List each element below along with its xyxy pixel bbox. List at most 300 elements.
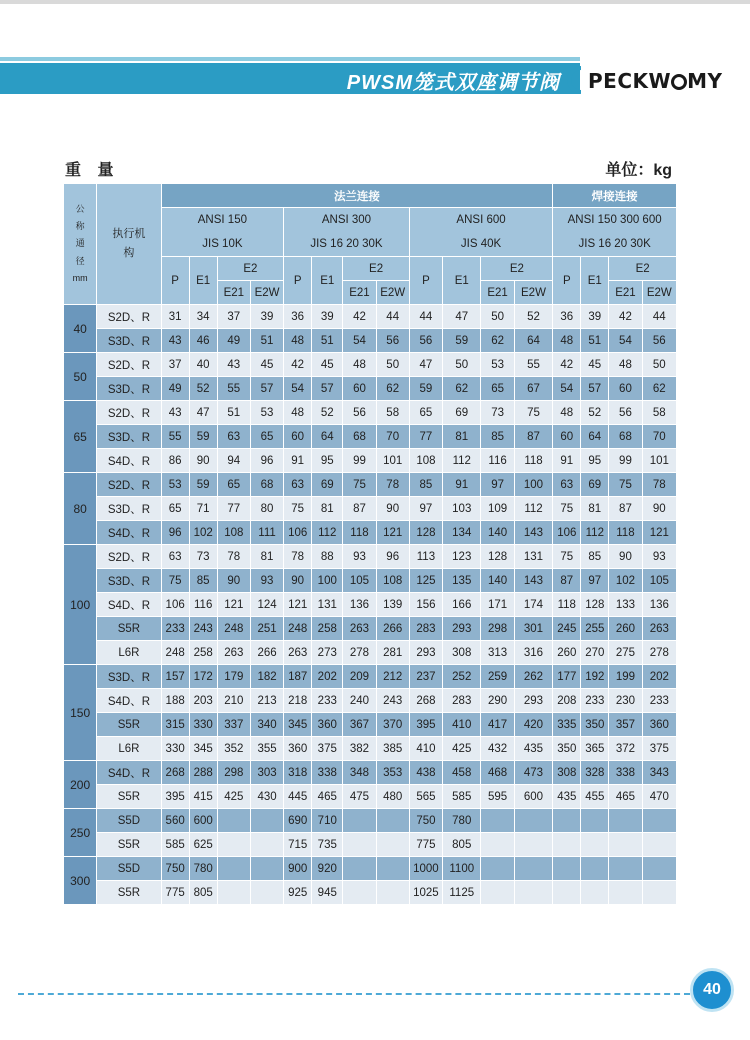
weight-cell: 209 [343,665,376,689]
table-body [64,305,677,905]
actuator-cell: S5R [97,713,161,737]
weight-cell: 77 [217,497,250,521]
nominal-diameter-cell: 200 [64,761,97,809]
col-e2w: E2W [514,281,553,305]
weight-cell: 95 [581,449,609,473]
weight-cell: 80 [250,497,283,521]
weight-cell: 59 [409,377,442,401]
nominal-diameter-cell: 65 [64,401,97,473]
col-e21: E21 [481,281,514,305]
weight-cell: 171 [481,593,514,617]
weight-cell: 87 [514,425,553,449]
weight-cell: 188 [161,689,189,713]
weight-cell: 63 [217,425,250,449]
weight-cell: 48 [553,401,581,425]
col-e2: E2 [217,257,283,281]
weight-cell: 385 [376,737,409,761]
weight-cell: 67 [514,377,553,401]
page-number: 40 [690,968,734,1012]
weight-cell [581,809,609,833]
weight-cell: 233 [642,689,676,713]
weight-cell [481,857,514,881]
weight-cell: 315 [161,713,189,737]
weight-cell: 199 [609,665,642,689]
weight-cell [217,881,250,905]
col-p: P [553,257,581,305]
weight-cell: 93 [250,569,283,593]
weight-cell: 268 [409,689,442,713]
weight-cell: 135 [443,569,481,593]
nominal-diameter-cell: 150 [64,665,97,761]
weight-cell: 48 [343,353,376,377]
weight-cell: 51 [250,329,283,353]
weight-cell: 335 [553,713,581,737]
weight-cell: 85 [409,473,442,497]
weight-cell: 78 [284,545,312,569]
unit-label: 单位：kg [605,162,672,179]
weight-cell: 59 [443,329,481,353]
weight-cell: 375 [312,737,343,761]
weight-cell: 71 [189,497,217,521]
table-row [64,809,677,833]
table-row [64,689,677,713]
weight-cell [376,833,409,857]
weight-cell: 70 [376,425,409,449]
weight-cell: 105 [343,569,376,593]
weight-cell: 318 [284,761,312,785]
col-e2: E2 [481,257,553,281]
weight-cell: 293 [514,689,553,713]
weight-cell: 102 [189,521,217,545]
actuator-cell: S5R [97,617,161,641]
weight-cell: 58 [376,401,409,425]
weight-table [63,183,677,905]
actuator-cell: S3D、R [97,497,161,521]
weight-cell: 78 [642,473,676,497]
weight-cell [514,881,553,905]
weight-cell: 108 [409,449,442,473]
weight-cell: 95 [312,449,343,473]
weight-cell: 243 [189,617,217,641]
weight-cell: 468 [481,761,514,785]
col-e21: E21 [609,281,642,305]
weight-cell: 48 [609,353,642,377]
weight-cell: 248 [161,641,189,665]
weight-cell: 65 [409,401,442,425]
weight-cell: 136 [343,593,376,617]
weight-cell: 85 [581,545,609,569]
weight-cell [581,881,609,905]
weight-cell: 63 [161,545,189,569]
weight-cell: 73 [189,545,217,569]
weight-cell: 735 [312,833,343,857]
weight-cell: 263 [284,641,312,665]
weight-cell: 248 [217,617,250,641]
weight-cell: 60 [284,425,312,449]
weight-cell: 39 [312,305,343,329]
weight-cell: 600 [514,785,553,809]
col-e2w: E2W [250,281,283,305]
page-title: PWSM笼式双座调节阀 [346,72,560,94]
weight-cell: 45 [581,353,609,377]
weight-cell: 316 [514,641,553,665]
weight-cell: 81 [250,545,283,569]
weight-cell: 420 [514,713,553,737]
weight-cell: 54 [343,329,376,353]
col-p: P [284,257,312,305]
actuator-cell: S3D、R [97,569,161,593]
weight-cell: 237 [409,665,442,689]
weight-cell: 174 [514,593,553,617]
weight-cell: 425 [443,737,481,761]
weight-cell: 283 [409,617,442,641]
weight-cell: 112 [514,497,553,521]
weight-cell: 255 [581,617,609,641]
weight-cell: 565 [409,785,442,809]
weight-cell: 81 [581,497,609,521]
weight-cell [642,857,676,881]
weight-cell: 36 [553,305,581,329]
weight-cell: 106 [284,521,312,545]
nominal-diameter-cell: 80 [64,473,97,545]
weight-cell: 34 [189,305,217,329]
weight-cell: 465 [312,785,343,809]
table-row [64,305,677,329]
weight-cell: 124 [250,593,283,617]
weight-cell: 275 [609,641,642,665]
weight-cell: 157 [161,665,189,689]
weight-cell: 105 [642,569,676,593]
weight-cell: 113 [409,545,442,569]
weight-cell: 112 [581,521,609,545]
weight-cell: 248 [284,617,312,641]
weight-cell: 1000 [409,857,442,881]
nominal-diameter-cell: 250 [64,809,97,857]
weight-cell: 128 [481,545,514,569]
weight-cell: 136 [642,593,676,617]
weight-cell: 139 [376,593,409,617]
weight-cell: 480 [376,785,409,809]
weight-cell: 49 [161,377,189,401]
weight-cell: 62 [376,377,409,401]
weight-cell: 65 [250,425,283,449]
weight-cell: 36 [284,305,312,329]
weight-cell: 445 [284,785,312,809]
table-row [64,641,677,665]
weight-cell [514,857,553,881]
weight-cell: 75 [553,497,581,521]
weight-cell: 470 [642,785,676,809]
weight-cell: 65 [217,473,250,497]
weight-cell: 69 [443,401,481,425]
weight-cell: 60 [553,425,581,449]
weight-cell [514,833,553,857]
table-row [64,617,677,641]
weight-cell [250,833,283,857]
welded-connection-header: 焊接连接 [553,184,677,208]
table-row [64,857,677,881]
weight-cell: 131 [514,545,553,569]
weight-cell: 192 [581,665,609,689]
table-row [64,521,677,545]
weight-cell: 88 [312,545,343,569]
col-e1: E1 [581,257,609,305]
weight-cell: 281 [376,641,409,665]
weight-cell: 143 [514,569,553,593]
weight-cell: 102 [609,569,642,593]
weight-cell: 367 [343,713,376,737]
weight-cell: 112 [443,449,481,473]
weight-cell: 78 [376,473,409,497]
weight-cell: 52 [312,401,343,425]
weight-cell: 59 [189,473,217,497]
nominal-diameter-cell: 40 [64,305,97,353]
weight-cell: 240 [343,689,376,713]
weight-cell: 410 [443,713,481,737]
weight-cell: 260 [553,641,581,665]
weight-cell [343,881,376,905]
weight-cell [609,857,642,881]
table-row [64,545,677,569]
weight-cell: 64 [514,329,553,353]
weight-cell [376,881,409,905]
weight-cell: 293 [409,641,442,665]
weight-cell: 585 [443,785,481,809]
weight-cell: 121 [642,521,676,545]
weight-cell: 345 [284,713,312,737]
actuator-cell: S2D、R [97,473,161,497]
weight-cell: 140 [481,569,514,593]
weight-cell: 51 [581,329,609,353]
weight-cell: 51 [217,401,250,425]
footer-divider [18,993,690,995]
weight-cell: 303 [250,761,283,785]
weight-cell: 288 [189,761,217,785]
weight-cell: 94 [217,449,250,473]
weight-cell: 1125 [443,881,481,905]
table-header [64,184,677,305]
col-e1: E1 [443,257,481,305]
weight-cell [553,809,581,833]
weight-cell: 53 [161,473,189,497]
weight-cell: 46 [189,329,217,353]
col-p: P [409,257,442,305]
table-row [64,425,677,449]
weight-cell: 945 [312,881,343,905]
col-e2w: E2W [376,281,409,305]
weight-cell: 69 [581,473,609,497]
table-row [64,353,677,377]
weight-cell: 53 [481,353,514,377]
weight-cell [553,881,581,905]
weight-cell: 690 [284,809,312,833]
weight-cell [481,881,514,905]
weight-cell [343,809,376,833]
weight-cell: 63 [284,473,312,497]
table-row [64,785,677,809]
weight-cell [553,833,581,857]
weight-cell: 370 [376,713,409,737]
weight-cell: 75 [343,473,376,497]
weight-cell: 48 [284,329,312,353]
weight-cell: 100 [514,473,553,497]
weight-cell: 263 [642,617,676,641]
table-row [64,737,677,761]
weight-cell: 108 [217,521,250,545]
weight-cell: 91 [553,449,581,473]
weight-cell: 233 [581,689,609,713]
weight-cell: 266 [376,617,409,641]
weight-cell [376,857,409,881]
table-row [64,449,677,473]
weight-cell: 365 [581,737,609,761]
table-row [64,329,677,353]
actuator-cell: S2D、R [97,401,161,425]
weight-cell: 77 [409,425,442,449]
weight-cell: 352 [217,737,250,761]
table-row [64,569,677,593]
weight-cell: 260 [609,617,642,641]
table-row [64,713,677,737]
weight-cell: 328 [581,761,609,785]
weight-cell: 42 [609,305,642,329]
actuator-cell: S2D、R [97,353,161,377]
weight-cell: 355 [250,737,283,761]
weight-cell: 43 [161,401,189,425]
weight-cell: 243 [376,689,409,713]
table-row [64,833,677,857]
weight-cell [481,809,514,833]
weight-cell [609,809,642,833]
weight-cell: 710 [312,809,343,833]
weight-cell: 91 [284,449,312,473]
weight-cell: 301 [514,617,553,641]
col-e1: E1 [189,257,217,305]
weight-cell: 293 [443,617,481,641]
weight-cell: 62 [481,329,514,353]
weight-cell: 298 [481,617,514,641]
weight-cell: 39 [581,305,609,329]
weight-cell: 263 [217,641,250,665]
weight-cell: 48 [284,401,312,425]
weight-cell: 44 [376,305,409,329]
weight-cell: 108 [376,569,409,593]
weight-cell [250,857,283,881]
section-title: 重 量 [65,162,120,179]
weight-cell: 52 [189,377,217,401]
weight-cell: 278 [343,641,376,665]
weight-cell [514,809,553,833]
weight-cell: 45 [312,353,343,377]
weight-cell: 455 [581,785,609,809]
weight-cell: 47 [409,353,442,377]
weight-cell: 202 [312,665,343,689]
weight-cell [609,833,642,857]
weight-cell: 97 [409,497,442,521]
weight-cell: 350 [581,713,609,737]
weight-cell: 218 [284,689,312,713]
weight-cell: 125 [409,569,442,593]
weight-cell [642,833,676,857]
weight-cell: 70 [642,425,676,449]
table-row [64,401,677,425]
col-e21: E21 [343,281,376,305]
weight-cell: 338 [312,761,343,785]
weight-cell: 54 [284,377,312,401]
weight-cell: 42 [553,353,581,377]
weight-cell: 99 [343,449,376,473]
weight-cell: 56 [409,329,442,353]
weight-cell: 87 [343,497,376,521]
top-rule [0,0,750,4]
weight-cell: 233 [312,689,343,713]
weight-cell: 1100 [443,857,481,881]
weight-cell: 360 [312,713,343,737]
weight-cell: 86 [161,449,189,473]
weight-cell: 103 [443,497,481,521]
weight-cell: 258 [312,617,343,641]
weight-cell: 69 [312,473,343,497]
weight-cell [642,881,676,905]
weight-cell: 425 [217,785,250,809]
weight-cell: 78 [217,545,250,569]
weight-cell: 118 [514,449,553,473]
weight-cell: 60 [609,377,642,401]
weight-cell: 230 [609,689,642,713]
weight-cell: 65 [481,377,514,401]
weight-cell: 56 [376,329,409,353]
weight-cell: 75 [553,545,581,569]
weight-cell [217,857,250,881]
weight-cell: 93 [343,545,376,569]
weight-cell: 187 [284,665,312,689]
weight-cell: 54 [609,329,642,353]
weight-cell: 47 [443,305,481,329]
weight-cell: 112 [312,521,343,545]
weight-cell: 337 [217,713,250,737]
weight-cell: 438 [409,761,442,785]
weight-cell: 58 [642,401,676,425]
weight-cell: 55 [161,425,189,449]
header-band [0,57,580,94]
col-e2: E2 [609,257,677,281]
nominal-diameter-header: 公 称 通 径 mm [64,184,97,305]
weight-cell: 560 [161,809,189,833]
weight-cell: 53 [250,401,283,425]
weight-cell: 245 [553,617,581,641]
weight-cell: 56 [642,329,676,353]
weight-cell: 59 [189,425,217,449]
weight-cell: 177 [553,665,581,689]
col-e21: E21 [217,281,250,305]
weight-cell: 96 [161,521,189,545]
weight-cell: 42 [284,353,312,377]
actuator-cell: S3D、R [97,425,161,449]
weight-cell: 121 [376,521,409,545]
weight-cell: 90 [284,569,312,593]
weight-cell [609,881,642,905]
weight-cell: 340 [250,713,283,737]
weight-cell: 290 [481,689,514,713]
weight-cell: 360 [284,737,312,761]
weight-cell: 208 [553,689,581,713]
weight-cell: 298 [217,761,250,785]
weight-cell: 43 [217,353,250,377]
weight-cell: 116 [481,449,514,473]
nominal-diameter-cell: 300 [64,857,97,905]
table-row [64,497,677,521]
weight-cell: 780 [443,809,481,833]
